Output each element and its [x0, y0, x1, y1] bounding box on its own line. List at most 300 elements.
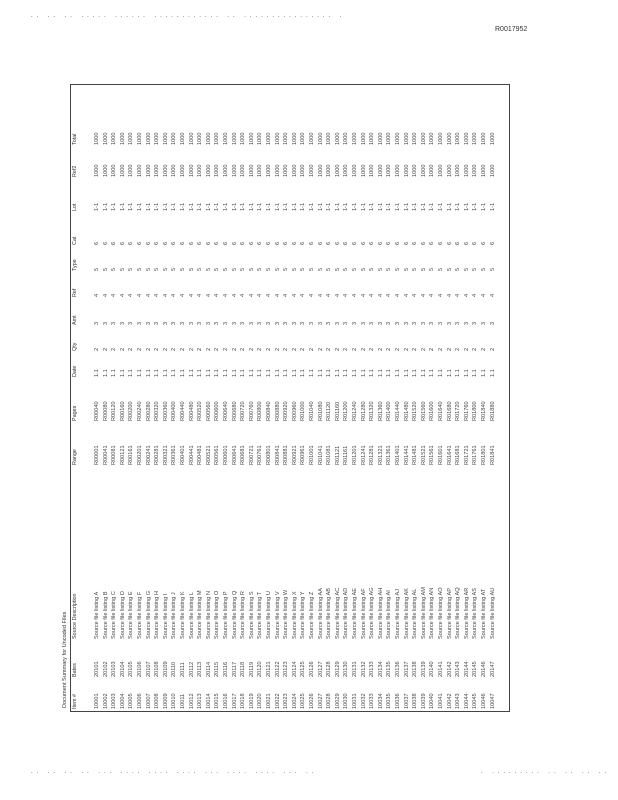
table-cell: 6	[463, 241, 470, 245]
table-cell: Source file listing AA	[317, 588, 324, 639]
table-cell: Source file listing AN	[429, 587, 436, 639]
column-header: Qty	[72, 342, 78, 351]
table-cell: 6	[145, 241, 152, 245]
table-cell: 20104	[119, 661, 126, 677]
table-cell: 20134	[377, 661, 384, 677]
table-cell: 6	[395, 241, 401, 245]
table-cell: R00400	[171, 401, 178, 421]
table-cell: 5	[137, 267, 143, 271]
table-cell: 1.1	[343, 369, 350, 377]
table-cell: 4	[420, 293, 427, 297]
table-cell: 2	[481, 347, 487, 351]
table-cell: 1000	[223, 132, 229, 145]
table-cell: 20131	[352, 661, 358, 677]
table-cell: 1000	[472, 164, 479, 177]
table-cell: 1000	[412, 132, 419, 145]
table-cell: 1.1	[317, 369, 324, 377]
table-cell: Source file listing H	[154, 591, 161, 639]
table-cell: 2	[111, 347, 118, 351]
table-cell: 10002	[102, 693, 109, 709]
table-cell: 2	[137, 347, 143, 351]
table-cell: 2	[360, 347, 367, 351]
table-row	[213, 85, 222, 711]
table-cell: 5	[412, 267, 419, 271]
table-cell: R00081	[111, 445, 118, 465]
table-cell: 3	[334, 321, 341, 325]
table-cell: 6	[334, 241, 341, 245]
table-cell: R01001	[309, 445, 315, 465]
table-cell: 10038	[412, 693, 419, 709]
table-cell: 20118	[240, 661, 247, 677]
table-cell: 1000	[463, 164, 470, 177]
table-cell: 1000	[300, 164, 307, 177]
document-code: R0017952	[495, 26, 528, 33]
table-cell: 5	[205, 267, 212, 271]
table-row	[127, 85, 136, 711]
table-cell: Source file listing A	[94, 591, 100, 639]
table-cell: 1000	[309, 164, 315, 177]
table-cell: 2	[343, 347, 350, 351]
table-cell: 1.1	[128, 369, 135, 377]
table-cell: 2	[334, 347, 341, 351]
table-cell: R01040	[309, 401, 315, 421]
table-cell: 1.1	[205, 369, 212, 377]
table-cell: 1000	[248, 132, 255, 145]
table-cell: 20144	[463, 661, 470, 677]
table-cell: R01801	[481, 445, 487, 465]
table-cell: 6	[111, 241, 118, 245]
table-cell: 1000	[102, 164, 109, 177]
table-cell: R01481	[412, 445, 419, 465]
table-cell: 20120	[257, 661, 264, 677]
table-cell: Source file listing Q	[231, 590, 238, 639]
table-cell: 6	[266, 241, 272, 245]
table-cell: R01640	[438, 401, 444, 421]
table-cell: 3	[412, 321, 419, 325]
table-cell: 2	[94, 347, 100, 351]
table-cell: 5	[274, 267, 281, 271]
table-cell: 3	[352, 321, 358, 325]
table-cell: 10014	[205, 693, 212, 709]
table-cell: 1-1	[128, 202, 135, 211]
table-cell: 1000	[214, 132, 221, 145]
table-cell: 5	[214, 267, 221, 271]
table-cell: Source file listing U	[266, 591, 272, 639]
table-cell: 1-1	[369, 202, 376, 211]
table-cell: 1-1	[412, 202, 419, 211]
table-cell: 1000	[489, 164, 496, 177]
table-cell: R00801	[266, 445, 272, 465]
table-cell: 1000	[326, 132, 333, 145]
table-row	[188, 85, 197, 711]
table-cell: 1.1	[257, 369, 264, 377]
table-cell: R01240	[352, 401, 358, 421]
table-cell: 20117	[231, 661, 238, 677]
table-cell: 4	[137, 293, 143, 297]
table-cell: R00760	[248, 401, 255, 421]
table-cell: 1-1	[214, 202, 221, 211]
table-cell: 6	[128, 241, 135, 245]
table-cell: R01561	[429, 445, 436, 465]
table-cell: 1-1	[377, 202, 384, 211]
table-cell: 1-1	[472, 202, 479, 211]
table-cell: 3	[214, 321, 221, 325]
table-cell: 6	[352, 241, 358, 245]
table-cell: Source file listing AG	[369, 587, 376, 639]
table-cell: 1000	[446, 164, 453, 177]
table-cell: 1000	[386, 132, 393, 145]
table-cell: 1000	[472, 132, 479, 145]
table-cell: 5	[334, 267, 341, 271]
table-cell: 20129	[334, 661, 341, 677]
table-cell: Source file listing L	[188, 592, 195, 639]
table-cell: R01241	[360, 445, 367, 465]
table-cell: 1000	[352, 164, 358, 177]
table-cell: 2	[145, 347, 152, 351]
table-cell: 1-1	[291, 202, 298, 211]
table-cell: Source file listing J	[171, 592, 178, 639]
table-cell: 3	[360, 321, 367, 325]
table-cell: 1000	[197, 132, 204, 145]
table-cell: 4	[197, 293, 204, 297]
table-cell: 1-1	[300, 202, 307, 211]
table-cell: Source file listing AP	[446, 588, 453, 639]
table-cell: 10046	[481, 693, 487, 709]
table-cell: 4	[309, 293, 315, 297]
table-cell: 10030	[343, 693, 350, 709]
table-cell: 20107	[145, 661, 152, 677]
table-cell: 1-1	[248, 202, 255, 211]
table-cell: R01281	[369, 445, 376, 465]
table-cell: 6	[283, 241, 290, 245]
table-cell: 2	[223, 347, 229, 351]
table-cell: R01840	[481, 401, 487, 421]
table-cell: 4	[300, 293, 307, 297]
table-cell: R00921	[291, 445, 298, 465]
table-row	[377, 85, 386, 711]
table-cell: R00441	[188, 445, 195, 465]
table-cell: 1.1	[412, 369, 419, 377]
table-cell: 1-1	[111, 202, 118, 211]
table-cell: Source file listing C	[111, 591, 118, 639]
table-cell: 1000	[240, 164, 247, 177]
table-cell: 1-1	[343, 202, 350, 211]
table-cell: 2	[463, 347, 470, 351]
table-cell: Source file listing K	[180, 591, 186, 639]
table-cell: 6	[300, 241, 307, 245]
table-cell: 5	[352, 267, 358, 271]
table-cell: 1000	[412, 164, 419, 177]
table-cell: 3	[102, 321, 109, 325]
table-cell: 2	[205, 347, 212, 351]
table-cell: Source file listing E	[128, 591, 135, 639]
table-cell: R00080	[102, 401, 109, 421]
table-cell: 10004	[119, 693, 126, 709]
table-cell: 1000	[343, 132, 350, 145]
table-cell: Source file listing AF	[360, 588, 367, 639]
table-cell: 2	[291, 347, 298, 351]
table-cell: R01401	[395, 445, 401, 465]
table-cell: 20119	[248, 661, 255, 677]
table-cell: 1000	[180, 164, 186, 177]
table-cell: 6	[472, 241, 479, 245]
table-cell: 6	[102, 241, 109, 245]
table-cell: R01200	[343, 401, 350, 421]
table-cell: R00161	[128, 445, 135, 465]
table-cell: 6	[257, 241, 264, 245]
table-row	[411, 85, 420, 711]
table-cell: 1000	[119, 132, 126, 145]
table-cell: 4	[274, 293, 281, 297]
table-cell: 6	[248, 241, 255, 245]
table-cell: 10012	[188, 693, 195, 709]
table-cell: 1000	[429, 132, 436, 145]
table-cell: 1.1	[369, 369, 376, 377]
table-cell: 5	[386, 267, 393, 271]
table-cell: 3	[231, 321, 238, 325]
table-cell: 1-1	[438, 202, 444, 211]
table-cell: 1.1	[102, 369, 109, 377]
table-cell: 1000	[369, 132, 376, 145]
table-cell: 1-1	[266, 202, 272, 211]
table-cell: 2	[248, 347, 255, 351]
table-cell: 1.1	[489, 369, 496, 377]
table-cell: 20122	[274, 661, 281, 677]
table-cell: 1000	[231, 164, 238, 177]
table-cell: 6	[438, 241, 444, 245]
table-cell: R01201	[352, 445, 358, 465]
table-cell: 4	[472, 293, 479, 297]
table-cell: 10021	[266, 693, 272, 709]
table-cell: 10005	[128, 693, 135, 709]
table-cell: 6	[214, 241, 221, 245]
table-cell: 5	[154, 267, 161, 271]
table-cell: 1000	[489, 132, 496, 145]
table-cell: 20127	[317, 661, 324, 677]
table-cell: R00600	[214, 401, 221, 421]
table-cell: 6	[317, 241, 324, 245]
table-cell: Source file listing D	[119, 591, 126, 639]
table-cell: 1000	[438, 164, 444, 177]
table-cell: R01760	[463, 401, 470, 421]
table-cell: 4	[248, 293, 255, 297]
table-cell: 10035	[386, 693, 393, 709]
table-row	[334, 85, 343, 711]
table-cell: 5	[94, 267, 100, 271]
table-cell: R00761	[257, 445, 264, 465]
table-cell: R01080	[317, 401, 324, 421]
table-cell: 4	[369, 293, 376, 297]
table-cell: R01600	[429, 401, 436, 421]
table-cell: 1000	[111, 132, 118, 145]
table-cell: 20111	[180, 662, 186, 677]
table-cell: R01400	[386, 401, 393, 421]
table-cell: 10044	[463, 693, 470, 709]
table-cell: R01761	[472, 445, 479, 465]
table-cell: R00681	[240, 445, 247, 465]
table-cell: 5	[248, 267, 255, 271]
table-row	[420, 85, 429, 711]
table-cell: 4	[171, 293, 178, 297]
table-cell: R00961	[300, 445, 307, 465]
table-cell: 1.1	[386, 369, 393, 377]
table-cell: 3	[438, 321, 444, 325]
table-cell: 1000	[248, 164, 255, 177]
table-row	[463, 85, 472, 711]
table-cell: 2	[438, 347, 444, 351]
table-cell: 5	[489, 267, 496, 271]
table-cell: 3	[240, 321, 247, 325]
column-header: Cat	[72, 236, 78, 245]
table-cell: R00041	[102, 445, 109, 465]
table-cell: 1.1	[240, 369, 247, 377]
column-header: Bates	[72, 663, 78, 677]
table-cell: 1-1	[317, 202, 324, 211]
table-cell: 6	[429, 241, 436, 245]
table-cell: Source file listing AH	[377, 587, 384, 639]
table-cell: R00960	[291, 401, 298, 421]
table-row	[351, 85, 360, 711]
table-cell: 1000	[369, 164, 376, 177]
table-cell: Source file listing S	[248, 591, 255, 639]
table-cell: 10020	[257, 693, 264, 709]
table-cell: 1000	[291, 132, 298, 145]
table-cell: Source file listing Z	[309, 591, 315, 639]
table-cell: 10001	[94, 693, 100, 709]
table-cell: 5	[231, 267, 238, 271]
table-cell: Source file listing F	[137, 591, 143, 639]
table-cell: 6	[188, 241, 195, 245]
table-cell: Source file listing AT	[481, 588, 487, 639]
table-cell: 1.1	[377, 369, 384, 377]
table-cell: 1.1	[326, 369, 333, 377]
table-row	[471, 85, 480, 711]
table-cell: 6	[377, 241, 384, 245]
table-cell: 20113	[197, 661, 204, 677]
table-cell: R01280	[360, 401, 367, 421]
table-cell: 1000	[360, 132, 367, 145]
table-cell: 1000	[463, 132, 470, 145]
table-cell: 5	[283, 267, 290, 271]
table-cell: 10019	[248, 693, 255, 709]
table-cell: 1000	[171, 132, 178, 145]
table-cell: 5	[438, 267, 444, 271]
table-cell: R01601	[438, 445, 444, 465]
table-cell: 4	[334, 293, 341, 297]
table-row	[394, 85, 403, 711]
table-cell: R00401	[180, 445, 186, 465]
table-cell: R00560	[205, 401, 212, 421]
table-cell: 20105	[128, 661, 135, 677]
table-row	[342, 85, 351, 711]
table-cell: 1.1	[309, 369, 315, 377]
table-cell: 1000	[343, 164, 350, 177]
table-cell: 1.1	[145, 369, 152, 377]
table-cell: 1-1	[360, 202, 367, 211]
table-cell: 20114	[205, 661, 212, 677]
table-cell: 3	[395, 321, 401, 325]
table-cell: R00440	[180, 401, 186, 421]
table-cell: 1000	[154, 164, 161, 177]
table-cell: R00881	[283, 445, 290, 465]
table-cell: 4	[291, 293, 298, 297]
table-cell: 1-1	[205, 202, 212, 211]
table-cell: 10034	[377, 693, 384, 709]
table-cell: Source file listing O	[214, 590, 221, 639]
table-cell: 1.1	[429, 369, 436, 377]
table-cell: 10037	[403, 693, 410, 709]
table-cell: 2	[180, 347, 186, 351]
table-cell: Source file listing B	[102, 591, 109, 639]
table-cell: 20132	[360, 661, 367, 677]
table-cell: 1000	[223, 164, 229, 177]
table-cell: 4	[240, 293, 247, 297]
table-cell: 6	[274, 241, 281, 245]
table-cell: Source file listing X	[291, 591, 298, 639]
table-frame	[70, 84, 510, 712]
table-cell: 6	[162, 241, 169, 245]
table-cell: 1000	[455, 132, 462, 145]
table-cell: 1.1	[446, 369, 453, 377]
table-cell: 1-1	[489, 202, 496, 211]
table-cell: 1.1	[162, 369, 169, 377]
table-cell: 4	[257, 293, 264, 297]
table-row	[403, 85, 412, 711]
table-cell: 5	[429, 267, 436, 271]
table-cell: 10042	[446, 693, 453, 709]
table-cell: 4	[223, 293, 229, 297]
table-cell: 1-1	[154, 202, 161, 211]
table-cell: 6	[455, 241, 462, 245]
table-cell: 3	[455, 321, 462, 325]
table-cell: 1000	[266, 132, 272, 145]
table-cell: 1-1	[94, 202, 100, 211]
table-cell: R00200	[128, 401, 135, 421]
table-cell: Source file listing AB	[326, 588, 333, 639]
scan-artifact-top: .. .. .. ..... ...... ............ .. ................ .	[30, 12, 345, 19]
table-cell: 5	[472, 267, 479, 271]
table-cell: R00640	[223, 401, 229, 421]
scan-artifact-bottom: .. .. .. .. ... .... .... .... ... .... .... ... ..	[30, 768, 317, 775]
table-cell: 4	[128, 293, 135, 297]
table-cell: R01641	[446, 445, 453, 465]
table-cell: 4	[111, 293, 118, 297]
table-cell: R00920	[283, 401, 290, 421]
table-cell: 10041	[438, 693, 444, 709]
table-cell: 1000	[326, 164, 333, 177]
table-cell: 1000	[283, 132, 290, 145]
table-cell: 1.1	[154, 369, 161, 377]
table-cell: 10036	[395, 693, 401, 709]
table-cell: 20143	[455, 661, 462, 677]
table-cell: Source file listing AQ	[455, 587, 462, 639]
table-cell: R01440	[395, 401, 401, 421]
table-cell: 3	[248, 321, 255, 325]
table-cell: 1000	[455, 164, 462, 177]
table-cell: 20116	[223, 661, 229, 677]
table-cell: 5	[343, 267, 350, 271]
table-cell: 2	[472, 347, 479, 351]
table-cell: 1000	[395, 132, 401, 145]
table-cell: 1.1	[472, 369, 479, 377]
table-cell: 3	[377, 321, 384, 325]
table-cell: 1-1	[137, 202, 143, 211]
table-cell: R01480	[403, 401, 410, 421]
table-cell: 10031	[352, 693, 358, 709]
table-cell: 1000	[257, 132, 264, 145]
table-cell: R01161	[343, 445, 350, 465]
table-cell: 20137	[403, 661, 410, 677]
